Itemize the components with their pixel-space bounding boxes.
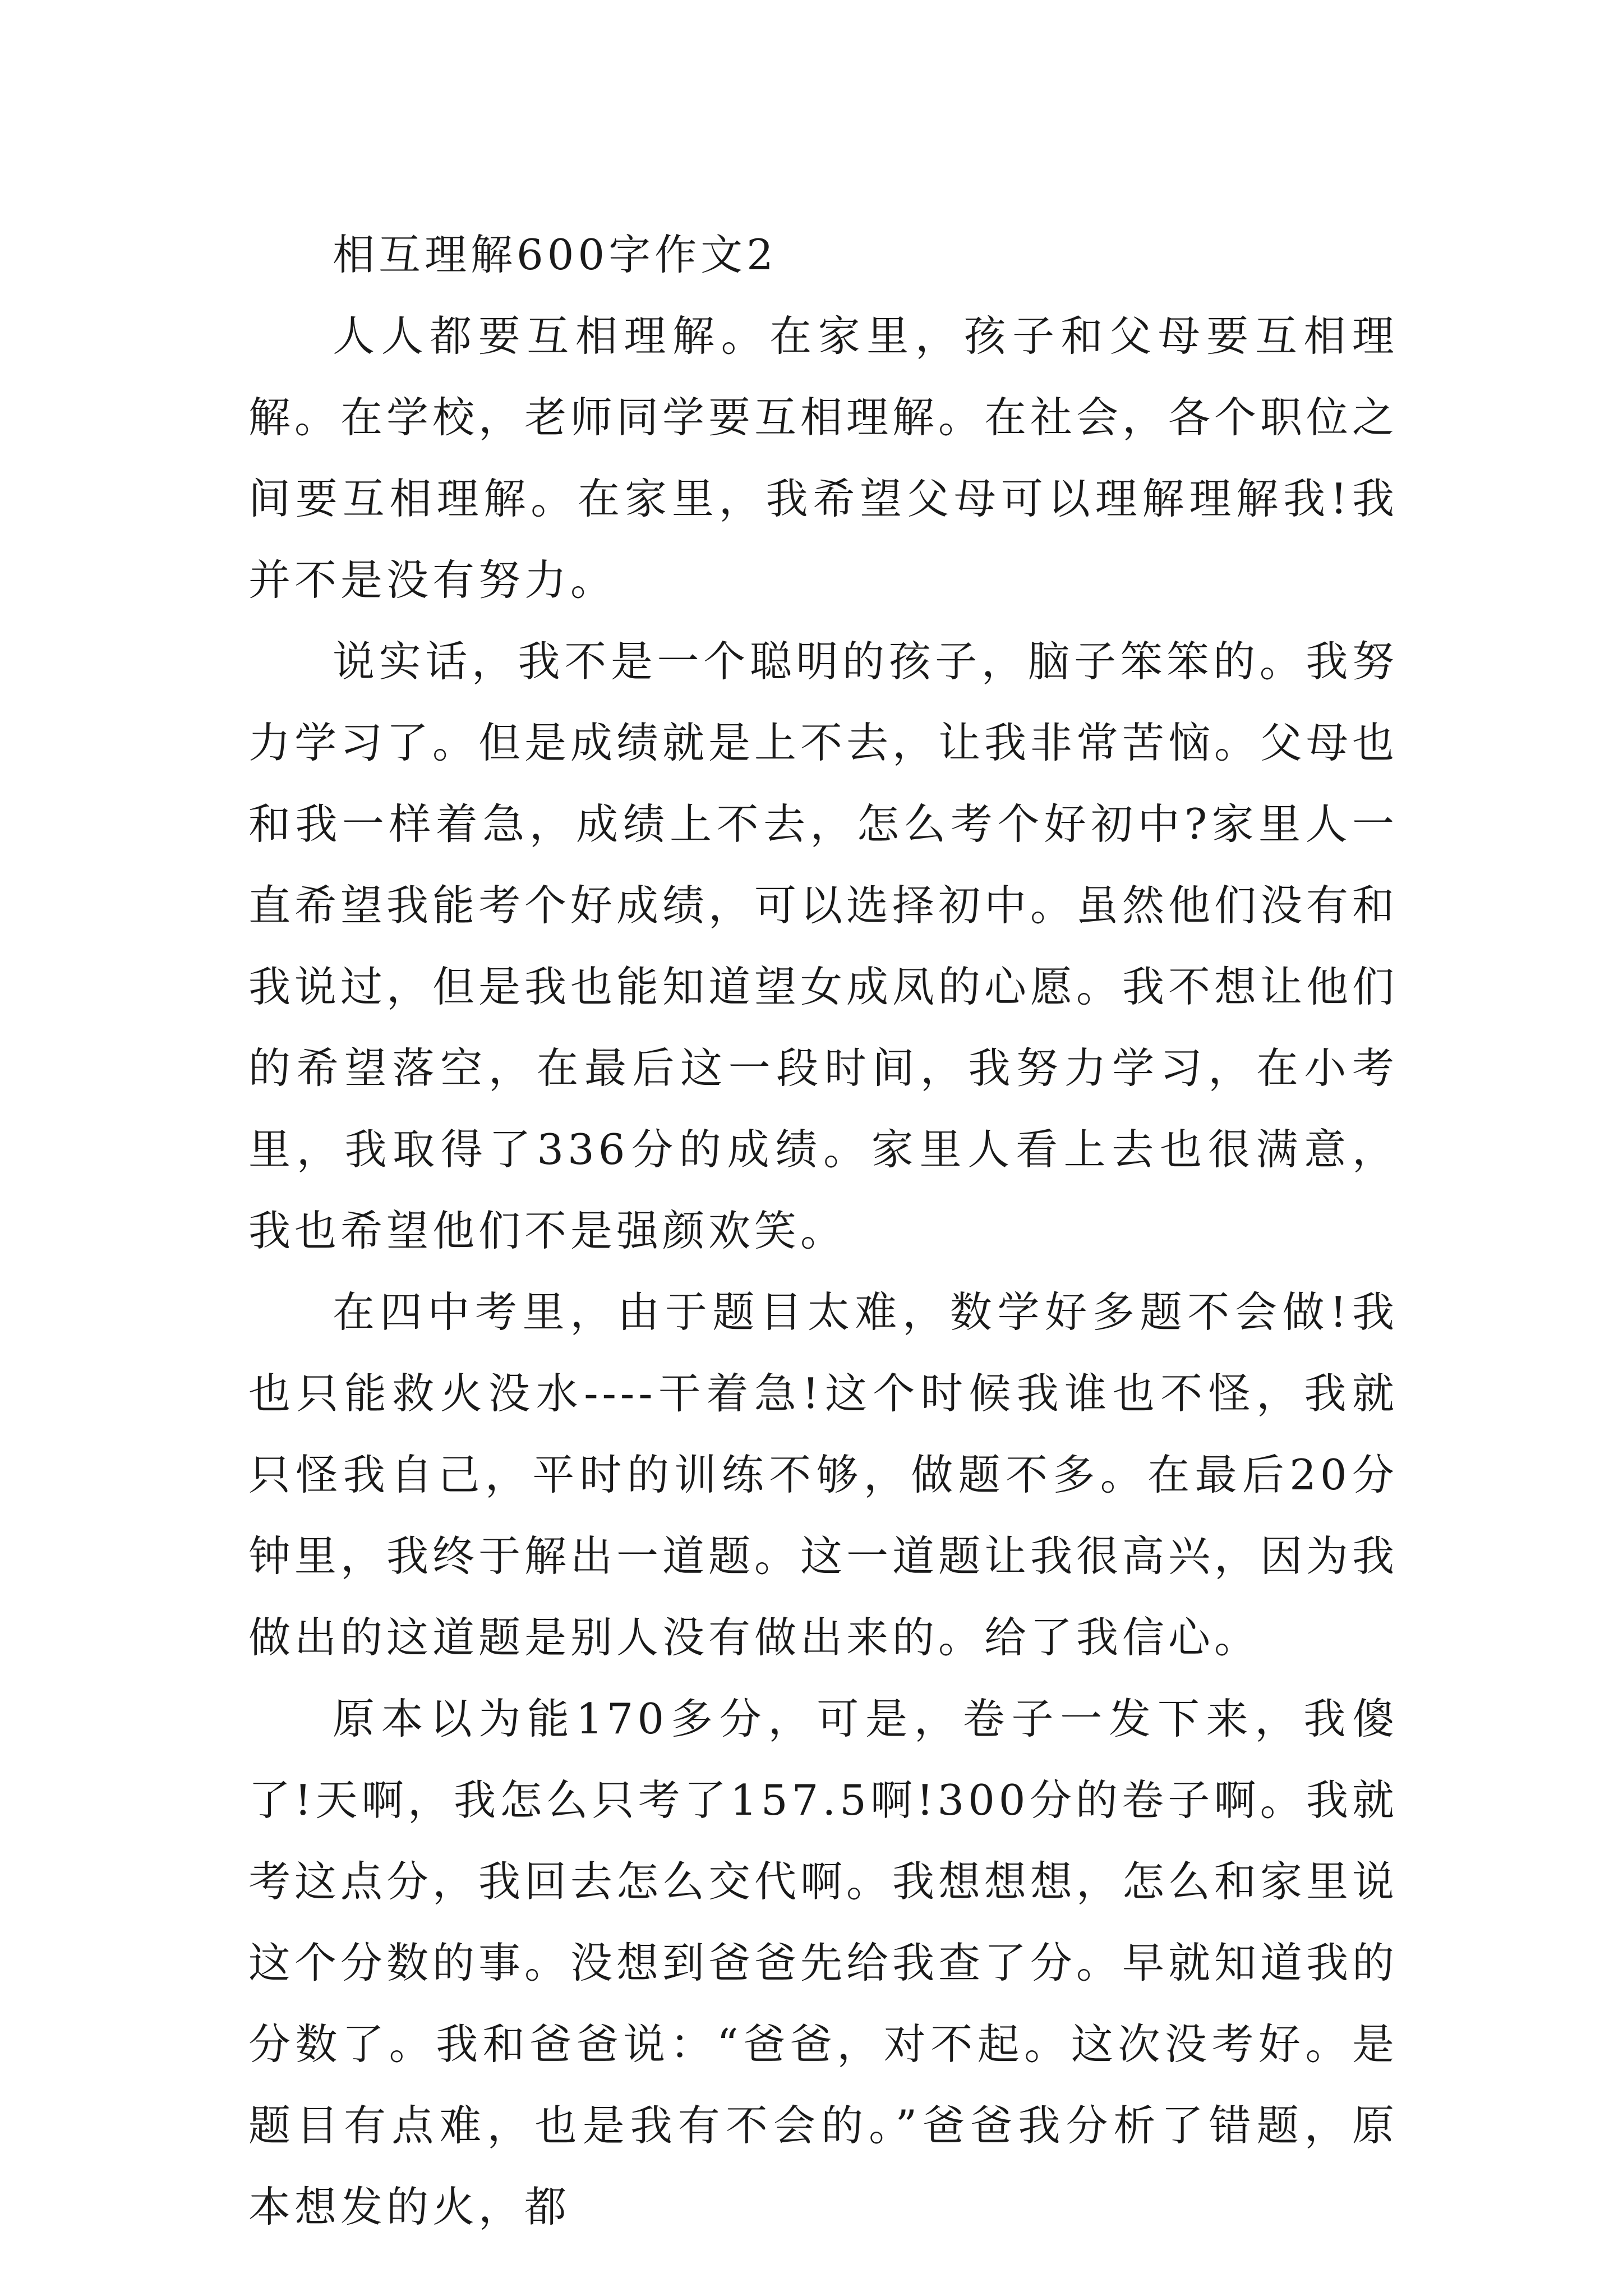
paragraph-1: 人人都要互相理解。在家里，孩子和父母要互相理解。在学校，老师同学要互相理解。在社会，各个职位之间要互相理解。在家里，我希望父母可以理解理解我!我并不是没有努力。 [248, 311, 1399, 605]
essay-title: 相互理解600字作文2 [333, 230, 777, 279]
essay-body [248, 214, 1398, 2248]
paragraph-4: 原本以为能170多分，可是，卷子一发下来，我傻了!天啊，我怎么只考了157.5啊!300分的卷子啊。我就考这点分，我回去怎么交代啊。我想想想，怎么和家里说这个分数的事。没想到爸爸先给我查了分。早就知道我的分数了。我和爸爸说：“爸爸，对不起。这次没考好。是题目有点难，也是我有不会的。”爸爸我分析了错题，原本想发的火，都 [248, 1694, 1399, 2231]
paragraph-2: 说实话，我不是一个聪明的孩子，脑子笨笨的。我努力学习了。但是成绩就是上不去，让我非常苦恼。父母也和我一样着急，成绩上不去，怎么考个好初中?家里人一直希望我能考个好成绩，可以选择初中。虽然他们没有和我说过，但是我也能知道望女成凤的心愿。我不想让他们的希望落空，在最后这一段时间，我努力学习，在小考里，我取得了336分的成绩。家里人看上去也很满意，我也希望他们不是强颜欢笑。 [248, 637, 1399, 1255]
paragraph-3: 在四中考里，由于题目太难，数学好多题不会做!我也只能救火没水----干着急!这个时候我谁也不怪，我就只怪我自己，平时的训练不够，做题不多。在最后20分钟里，我终于解出一道题。这一道题让我很高兴，因为我做出的这道题是别人没有做出来的。给了我信心。 [248, 1287, 1399, 1662]
